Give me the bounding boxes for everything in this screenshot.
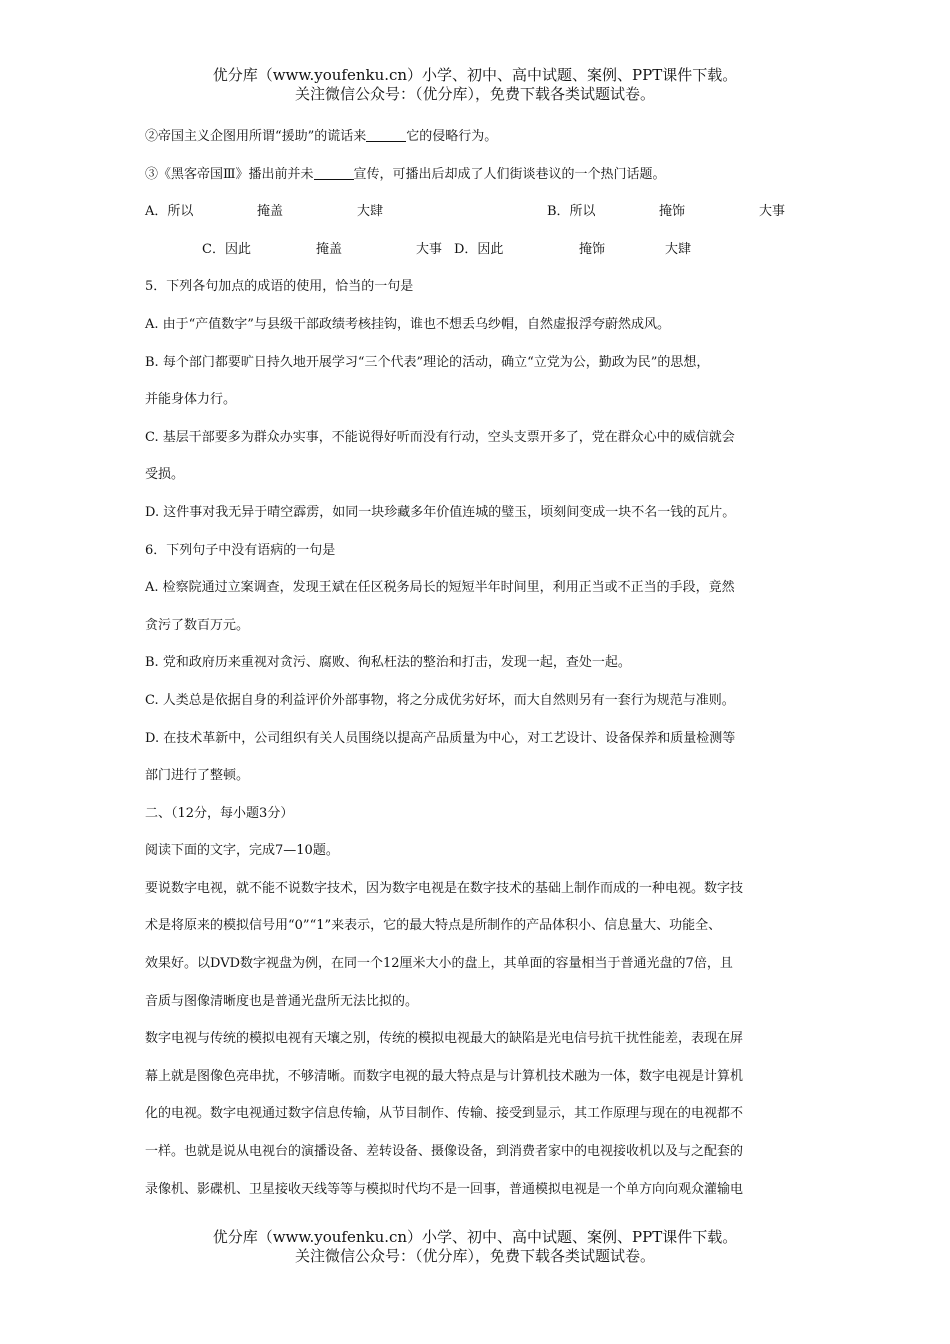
page-header: [0, 66, 950, 104]
q4-opt-a-w1: 掩盖: [257, 204, 284, 220]
q6-option-c: C. 人类总是依据自身的利益评价外部事物，将之分成优劣好坏，而大自然则另有一套行为规范与准则。: [145, 692, 735, 708]
passage-p1-line: 要说数字电视，就不能不说数字技术，因为数字电视是在数字技术的基础上制作而成的一种电视。数字技: [145, 880, 744, 896]
header-line-1: 优分库（www.youfenku.cn）小学、初中、高中试题、案例、PPT课件下载。: [212, 66, 738, 84]
q4-sentence-3: [145, 162, 810, 200]
footer-line-1: 优分库（www.youfenku.cn）小学、初中、高中试题、案例、PPT课件下载。: [212, 1228, 738, 1246]
q6-stem: 6．下列句子中没有语病的一句是: [145, 542, 336, 558]
q5-option-d: D. 这件事对我无异于晴空霹雳，如同一块珍藏多年价值连城的璧玉，顷刻间变成一块不名一钱的瓦片。: [145, 504, 736, 520]
q6-option-a-line2: 贪污了数百万元。: [145, 617, 250, 633]
passage-p2-line: 录像机、影碟机、卫星接收天线等等与模拟时代均不是一回事，普通模拟电视是一个单方向向观众灌输电: [145, 1181, 744, 1197]
q6-option-a-line1: A. 检察院通过立案调查，发现王斌在任区税务局长的短短半年时间里，利用正当或不正当的手段，竟然: [145, 580, 735, 596]
passage-p2-line: 一样。也就是说从电视台的演播设备、差转设备、摄像设备，到消费者家中的电视接收机以及与之配套的: [145, 1144, 744, 1160]
q4-options-cd: [145, 237, 810, 275]
page-footer: [0, 1228, 950, 1266]
fill-blank: [366, 127, 406, 142]
q4-opt-b-label: B．所以: [547, 204, 596, 220]
q5-option-b-line2: 并能身体力行。: [145, 392, 237, 408]
q5-stem: 5．下列各句加点的成语的使用，恰当的一句是: [145, 279, 414, 295]
page-body: [145, 124, 810, 1214]
section2-intro: 阅读下面的文字，完成7—10题。: [145, 843, 339, 859]
q4-opt-d-label: D．因此: [454, 241, 504, 257]
q4-s3-pre: ③《黑客帝国Ⅲ》播出前并未: [145, 166, 314, 182]
q4-opt-a-label: A．所以: [145, 204, 194, 220]
q4-s2-pre: ②帝国主义企图用所谓“援助”的谎话来: [145, 129, 367, 144]
q4-opt-c-label: C．因此: [202, 241, 251, 257]
q5-option-a: A. 由于“产值数字”与县级干部政绩考核挂钩，谁也不想丢乌纱帽，自然虚报浮夸蔚然成风。: [145, 316, 670, 332]
q4-opt-c-w1: 掩盖: [316, 241, 343, 257]
q4-opt-d-w2: 大肆: [665, 241, 692, 257]
passage-p1-line: 术是将原来的模拟信号用“0”“1”来表示，它的最大特点是所制作的产品体积小、信息量大、功能全、: [145, 918, 722, 934]
q4-s3-post: 宣传，可播出后却成了人们街谈巷议的一个热门话题。: [353, 166, 666, 182]
q4-s2-post: 它的侵略行为。: [406, 129, 498, 144]
q6-option-b: B. 党和政府历来重视对贪污、腐败、徇私枉法的整治和打击，发现一起，查处一起。: [145, 655, 631, 671]
q5-option-c-line1: C. 基层干部要多为群众办实事，不能说得好听而没有行动，空头支票开多了，党在群众心中的威信就会: [145, 429, 735, 445]
header-line-2: 关注微信公众号：（优分库），免费下载各类试题试卷。: [294, 85, 655, 103]
q4-opt-d-w1: 掩饰: [579, 241, 606, 257]
q6-option-d-line1: D. 在技术革新中，公司组织有关人员围绕以提高产品质量为中心，对工艺设计、设备保养和质量检测等: [145, 730, 736, 746]
fill-blank: [314, 165, 354, 180]
passage-p2-line: 化的电视。数字电视通过数字信息传输，从节目制作、传输、接受到显示，其工作原理与现在的电视都不: [145, 1106, 744, 1122]
q4-opt-b-w1: 掩饰: [659, 204, 686, 220]
q4-opt-a-w2: 大肆: [357, 204, 384, 220]
passage-p2-line: 数字电视与传统的模拟电视有天壤之别，传统的模拟电视最大的缺陷是光电信号抗干扰性能差，表现在屏: [145, 1031, 744, 1047]
q5-option-c-line2: 受损。: [145, 467, 185, 483]
q5-option-b-line1: B. 每个部门都要旷日持久地开展学习“三个代表”理论的活动，确立“立党为公，勤政为民”的思想，: [145, 354, 710, 370]
q4-options-ab: [145, 199, 810, 237]
footer-line-2: 关注微信公众号：（优分库），免费下载各类试题试卷。: [294, 1247, 655, 1265]
q4-opt-c-w2: 大事: [416, 241, 443, 257]
q4-sentence-2: [145, 124, 810, 162]
section2-title: 二、（12分，每小题3分）: [145, 805, 294, 821]
passage-p2-line: 幕上就是图像色亮串扰，不够清晰。而数字电视的最大特点是与计算机技术融为一体，数字电视是计算机: [145, 1068, 744, 1084]
q6-option-d-line2: 部门进行了整顿。: [145, 768, 250, 784]
passage-p1-line: 效果好。以DVD数字视盘为例，在同一个12厘米大小的盘上，其单面的容量相当于普通光盘的7倍，且: [145, 956, 733, 972]
passage-p1-line: 音质与图像清晰度也是普通光盘所无法比拟的。: [145, 993, 419, 1009]
q4-opt-b-w2: 大事: [759, 204, 786, 220]
